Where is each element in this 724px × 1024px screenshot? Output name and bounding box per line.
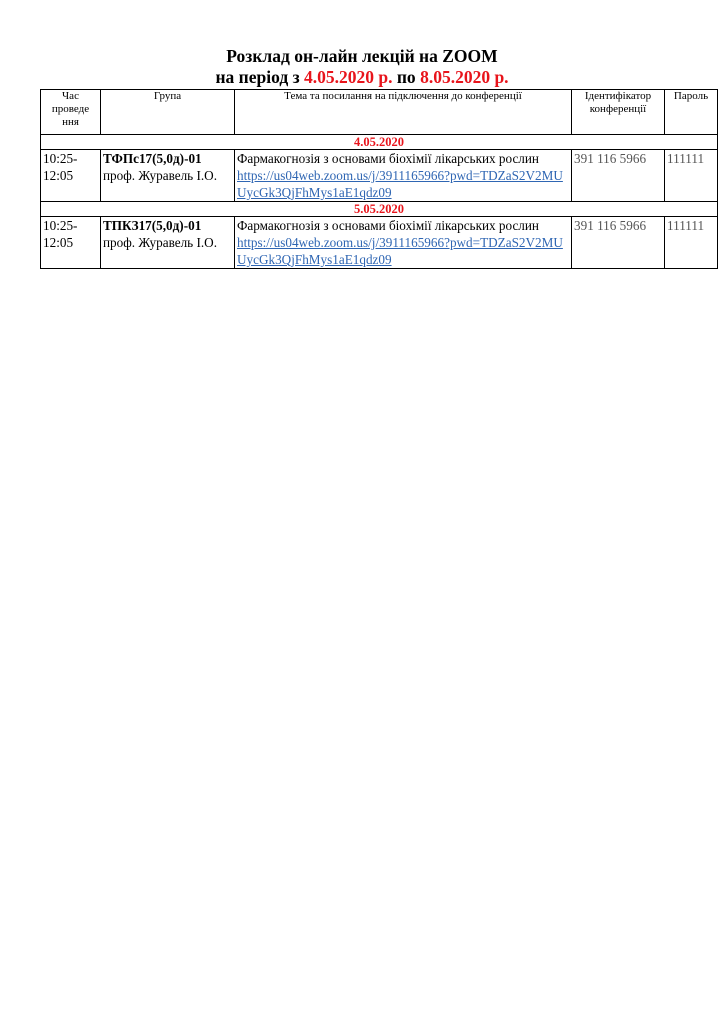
time-end: 12:05 — [43, 235, 74, 250]
conf-id-cell: 391 116 5966 — [572, 150, 665, 202]
date-label: 4.05.2020 — [41, 135, 718, 150]
conf-id-cell: 391 116 5966 — [572, 217, 665, 269]
header-time: Час проведе ння — [41, 90, 101, 135]
zoom-link[interactable]: https://us04web.zoom.us/j/3911165966?pwd=TDZaS2V2MUUycGk3QjFhMys1aE1qdz09 — [237, 168, 563, 200]
table-row — [41, 217, 718, 269]
header-group: Група — [101, 90, 235, 135]
table-row — [41, 150, 718, 202]
schedule-table — [40, 89, 718, 269]
zoom-link[interactable]: https://us04web.zoom.us/j/3911165966?pwd=TDZaS2V2MUUycGk3QjFhMys1aE1qdz09 — [237, 235, 563, 267]
topic-text: Фармакогнозія з основами біохімії лікарських рослин — [237, 218, 539, 233]
time-cell — [41, 217, 101, 269]
title-period-prefix: на період з — [215, 67, 300, 87]
group-code: ТПКЗ17(5,0д)-01 — [103, 218, 202, 233]
topic-cell — [235, 150, 572, 202]
time-end: 12:05 — [43, 168, 74, 183]
title-date-from: 4.05.2020 р. — [303, 67, 393, 87]
title-line-2 — [0, 67, 724, 88]
group-cell — [101, 217, 235, 269]
header-conf-id: Ідентифікатор конференції — [572, 90, 665, 135]
header-topic: Тема та посилання на підключення до конференції — [235, 90, 572, 135]
topic-cell — [235, 217, 572, 269]
group-code: ТФПс17(5,0д)-01 — [103, 151, 202, 166]
teacher-name: проф. Журавель І.О. — [103, 168, 217, 183]
time-start: 10:25- — [43, 218, 78, 233]
topic-text: Фармакогнозія з основами біохімії лікарських рослин — [237, 151, 539, 166]
group-cell — [101, 150, 235, 202]
header-password: Пароль — [665, 90, 718, 135]
date-row — [41, 135, 718, 150]
table-header-row — [41, 90, 718, 135]
date-row — [41, 202, 718, 217]
page-title — [0, 46, 724, 88]
teacher-name: проф. Журавель І.О. — [103, 235, 217, 250]
title-date-to: 8.05.2020 р. — [420, 67, 509, 87]
title-line-1: Розклад он-лайн лекцій на ZOOM — [226, 46, 498, 66]
date-label: 5.05.2020 — [41, 202, 718, 217]
time-start: 10:25- — [43, 151, 78, 166]
password-cell: 111111 — [665, 150, 718, 202]
title-period-mid: по — [396, 67, 416, 87]
time-cell — [41, 150, 101, 202]
password-cell: 111111 — [665, 217, 718, 269]
